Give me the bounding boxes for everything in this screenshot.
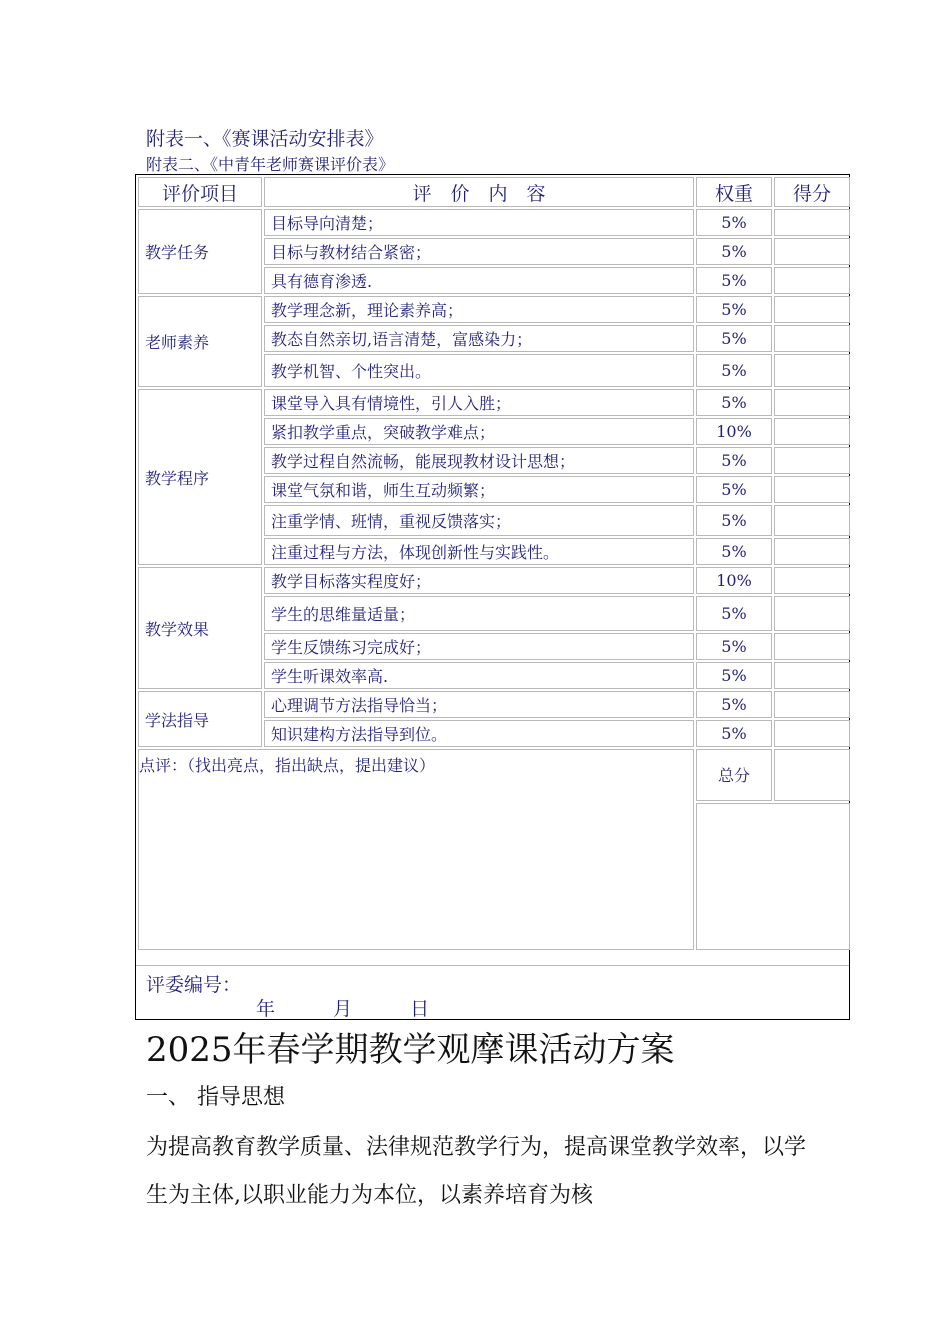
- header-row: [138, 177, 850, 207]
- header-item: 评价项目: [138, 177, 262, 207]
- weight-cell: 5%: [696, 354, 772, 387]
- score-cell[interactable]: [774, 505, 850, 536]
- comment-label: 点评：（找出亮点，指出缺点，提出建议）: [139, 756, 436, 775]
- total-score-cell[interactable]: [774, 749, 850, 801]
- content-cell: 学生反馈练习完成好；: [264, 633, 694, 660]
- score-cell[interactable]: [774, 538, 850, 565]
- date-month: 月: [333, 998, 353, 1020]
- weight-cell: 5%: [696, 238, 772, 265]
- score-cell[interactable]: [774, 476, 850, 503]
- weight-cell: 10%: [696, 567, 772, 594]
- weight-cell: 5%: [696, 209, 772, 236]
- weight-cell: 5%: [696, 325, 772, 352]
- weight-cell: 5%: [696, 538, 772, 565]
- date-line: [256, 994, 481, 1021]
- section-heading: 一、 指导思想: [146, 1085, 285, 1110]
- weight-cell: 5%: [696, 389, 772, 416]
- table-row: [138, 209, 850, 236]
- content-cell: 教学过程自然流畅，能展现教材设计思想；: [264, 447, 694, 474]
- blank-cell: [696, 803, 850, 950]
- content-cell: 知识建构方法指导到位。: [264, 720, 694, 747]
- header-weight: 权重: [696, 177, 772, 207]
- content-cell: 课堂气氛和谐，师生互动频繁；: [264, 476, 694, 503]
- content-cell: 学生的思维量适量；: [264, 596, 694, 631]
- comment-row: [138, 749, 850, 801]
- content-cell: 具有德育渗透.: [264, 267, 694, 294]
- category-cell: 学法指导: [138, 691, 262, 747]
- table-row: [138, 296, 850, 323]
- date-day: 日: [410, 998, 430, 1020]
- content-cell: 学生听课效率高.: [264, 662, 694, 689]
- document-title: 2025年春学期教学观摩课活动方案: [146, 1030, 675, 1070]
- judge-id-label: 评委编号：: [146, 974, 242, 996]
- content-cell: 紧扣教学重点，突破教学难点；: [264, 418, 694, 445]
- category-cell: 老师素养: [138, 296, 262, 387]
- content-cell: 课堂导入具有情境性，引人入胜；: [264, 389, 694, 416]
- judge-section: [136, 965, 849, 1019]
- score-cell[interactable]: [774, 633, 850, 660]
- weight-cell: 10%: [696, 418, 772, 445]
- score-cell[interactable]: [774, 596, 850, 631]
- score-cell[interactable]: [774, 238, 850, 265]
- table-row: [138, 567, 850, 594]
- evaluation-grid: [136, 175, 852, 952]
- weight-cell: 5%: [696, 662, 772, 689]
- score-cell[interactable]: [774, 389, 850, 416]
- content-cell: 目标导向清楚；: [264, 209, 694, 236]
- header-score: 得分: [774, 177, 850, 207]
- comment-area[interactable]: [138, 749, 694, 950]
- score-cell[interactable]: [774, 662, 850, 689]
- appendix-one-title: 附表一、《赛课活动安排表》: [146, 128, 384, 150]
- category-cell: 教学效果: [138, 567, 262, 689]
- weight-cell: 5%: [696, 633, 772, 660]
- content-cell: 心理调节方法指导恰当；: [264, 691, 694, 718]
- score-cell[interactable]: [774, 267, 850, 294]
- evaluation-table: [135, 174, 850, 1020]
- body-paragraph: 为提高教育教学质量、法律规范教学行为，提高课堂教学效率，以学生为主体,以职业能力为本位，以素养培育为核: [146, 1135, 807, 1208]
- date-year: 年: [256, 998, 276, 1020]
- weight-cell: 5%: [696, 505, 772, 536]
- content-cell: 教学理念新，理论素养高；: [264, 296, 694, 323]
- score-cell[interactable]: [774, 354, 850, 387]
- weight-cell: 5%: [696, 296, 772, 323]
- table-row: [138, 389, 850, 416]
- content-cell: 注重学情、班情，重视反馈落实；: [264, 505, 694, 536]
- score-cell[interactable]: [774, 447, 850, 474]
- score-cell[interactable]: [774, 296, 850, 323]
- category-cell: 教学任务: [138, 209, 262, 294]
- score-cell[interactable]: [774, 418, 850, 445]
- score-cell[interactable]: [774, 209, 850, 236]
- score-cell[interactable]: [774, 567, 850, 594]
- weight-cell: 5%: [696, 596, 772, 631]
- content-cell: 注重过程与方法，体现创新性与实践性。: [264, 538, 694, 565]
- weight-cell: 5%: [696, 447, 772, 474]
- content-cell: 教学目标落实程度好；: [264, 567, 694, 594]
- weight-cell: 5%: [696, 267, 772, 294]
- weight-cell: 5%: [696, 691, 772, 718]
- total-label-cell: 总分: [696, 749, 772, 801]
- score-cell[interactable]: [774, 720, 850, 747]
- category-cell: 教学程序: [138, 389, 262, 565]
- score-cell[interactable]: [774, 691, 850, 718]
- content-cell: 教学机智、个性突出。: [264, 354, 694, 387]
- content-cell: 目标与教材结合紧密；: [264, 238, 694, 265]
- content-cell: 教态自然亲切,语言清楚，富感染力；: [264, 325, 694, 352]
- appendix-two-title: 附表二、《中青年老师赛课评价表》: [146, 155, 395, 174]
- header-content: 评 价 内 容: [264, 177, 694, 207]
- weight-cell: 5%: [696, 720, 772, 747]
- table-row: [138, 691, 850, 718]
- score-cell[interactable]: [774, 325, 850, 352]
- weight-cell: 5%: [696, 476, 772, 503]
